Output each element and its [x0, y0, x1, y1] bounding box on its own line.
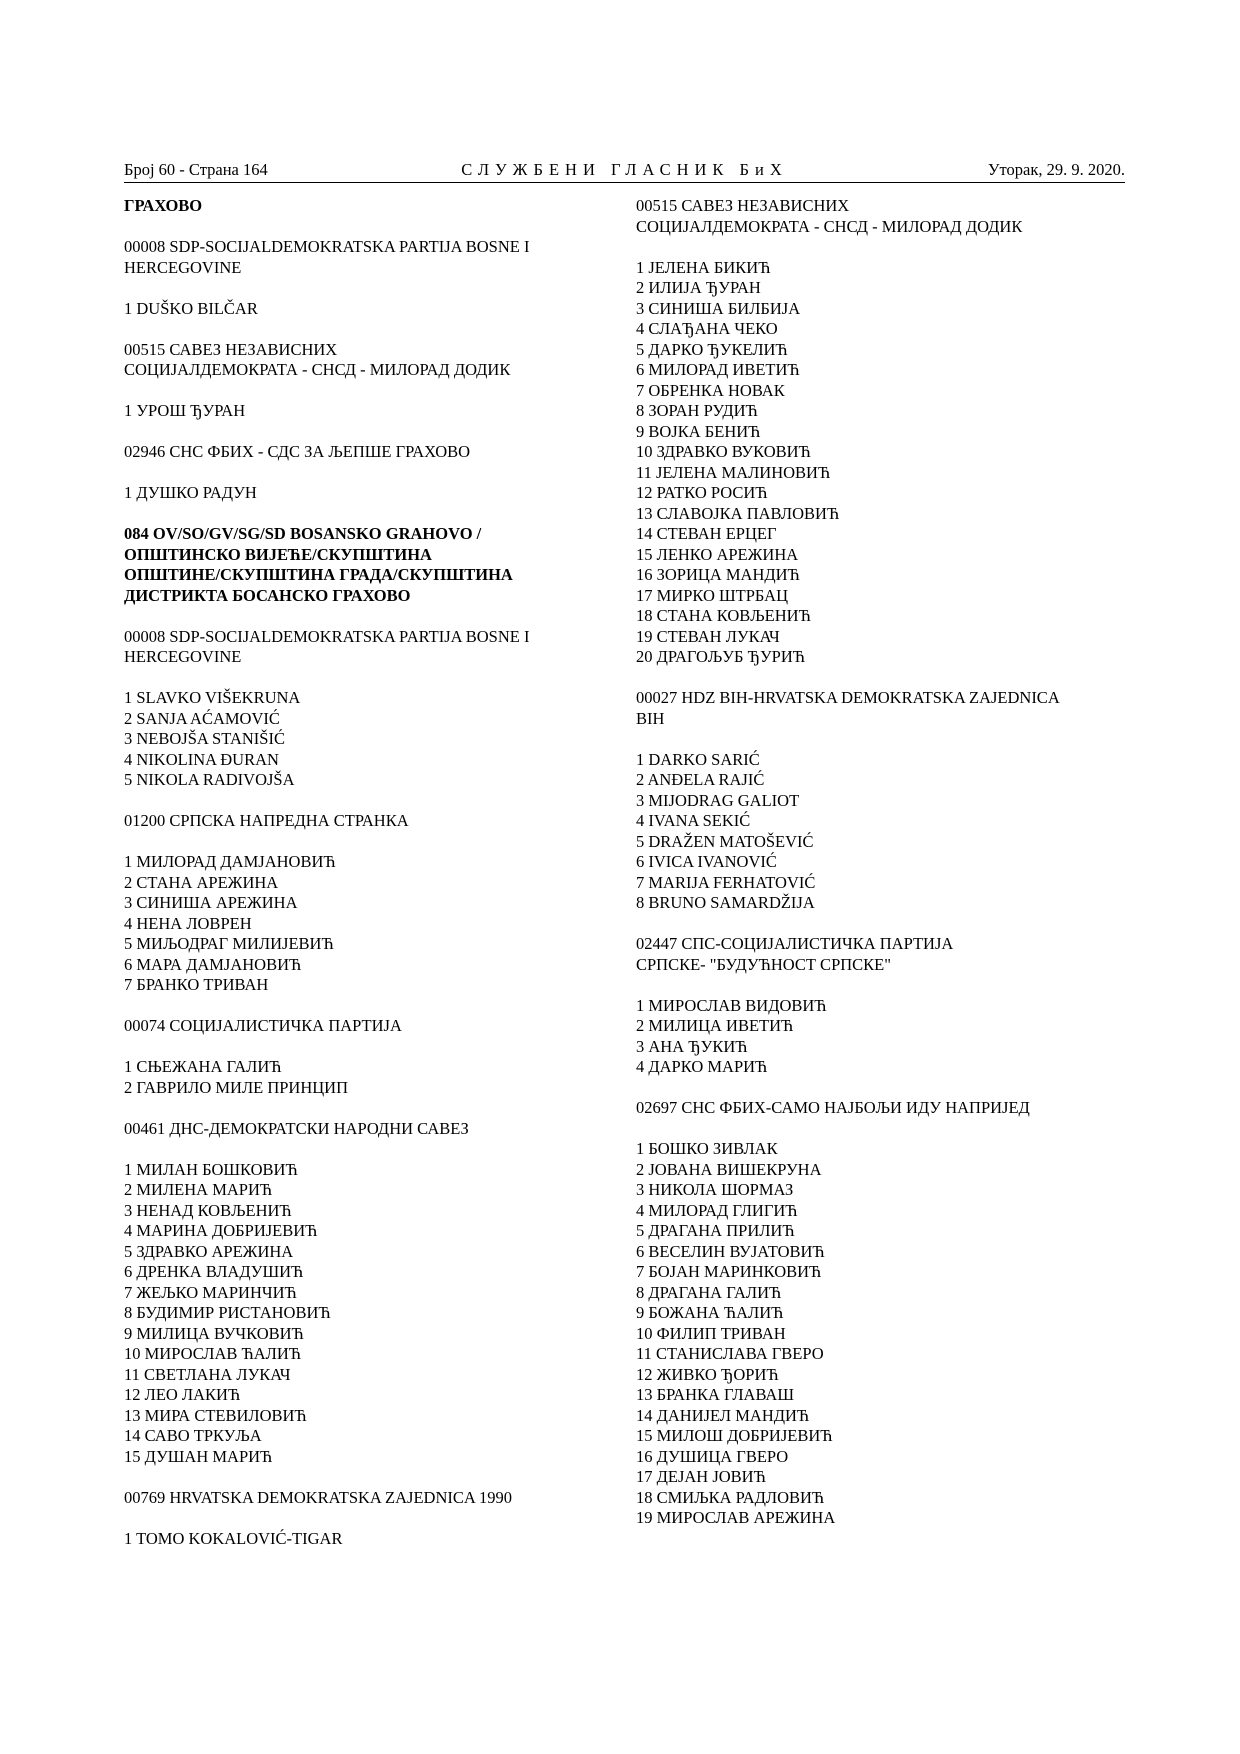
- blank-line: [124, 996, 584, 1017]
- list-line: 19 МИРОСЛАВ АРЕЖИНА: [636, 1508, 836, 1527]
- list-line: 1 УРОШ ЂУРАН: [124, 401, 246, 420]
- list-line: 8 BRUNO SAMARDŽIJA: [636, 893, 815, 912]
- blank-line: [636, 729, 1096, 750]
- blank-line: [124, 1098, 584, 1119]
- list-line: 13 СЛАВОЈКА ПАВЛОВИЋ: [636, 503, 840, 523]
- list-line: 6 IVICA IVANOVIĆ: [636, 852, 777, 871]
- list-line: 11 СТАНИСЛАВА ГВЕРО: [636, 1344, 824, 1363]
- list-line: 13 МИРА СТЕВИЛОВИЋ: [124, 1405, 307, 1425]
- list-line: 00074 СОЦИЈАЛИСТИЧКА ПАРТИЈА: [124, 1016, 402, 1035]
- section-heading: ДИСТРИКТА БОСАНСКО ГРАХОВО: [124, 585, 411, 605]
- list-line: СОЦИЈАЛДЕМОКРАТА - СНСД - МИЛОРАД ДОДИК: [124, 360, 511, 379]
- blank-line: [636, 914, 1096, 935]
- list-line: 10 ЗДРАВКО ВУКОВИЋ: [636, 442, 811, 461]
- list-line: СОЦИЈАЛДЕМОКРАТА - СНСД - МИЛОРАД ДОДИК: [636, 216, 1023, 236]
- list-line: 5 ДРАГАНА ПРИЛИЋ: [636, 1221, 795, 1240]
- list-line: 00461 ДНС-ДЕМОКРАТСКИ НАРОДНИ САВЕЗ: [124, 1118, 469, 1138]
- blank-line: [124, 1037, 584, 1058]
- list-line: 4 НЕНА ЛОВРЕН: [124, 913, 252, 933]
- list-line: 1 СЊЕЖАНА ГАЛИЋ: [124, 1057, 282, 1076]
- blank-line: [124, 422, 584, 443]
- list-line: 18 СМИЉКА РАДЛОВИЋ: [636, 1487, 825, 1507]
- blank-line: [636, 668, 1096, 689]
- blank-line: [124, 463, 584, 484]
- blank-line: [124, 278, 584, 299]
- list-line: 4 МАРИНА ДОБРИЈЕВИЋ: [124, 1221, 318, 1240]
- list-line: 15 ДУШАН МАРИЋ: [124, 1446, 273, 1466]
- list-line: 12 РАТКО РОСИЋ: [636, 483, 768, 502]
- section-heading: ГРАХОВО: [124, 196, 203, 215]
- list-line: 2 ГАВРИЛО МИЛЕ ПРИНЦИП: [124, 1077, 349, 1097]
- list-line: 11 СВЕТЛАНА ЛУКАЧ: [124, 1364, 291, 1384]
- list-line: 14 САВО ТРКУЉА: [124, 1426, 262, 1445]
- list-line: 19 СТЕВАН ЛУКАЧ: [636, 626, 780, 646]
- list-line: 3 СИНИША АРЕЖИНА: [124, 893, 298, 912]
- list-line: 2 МИЛЕНА МАРИЋ: [124, 1180, 273, 1199]
- blank-line: [124, 606, 584, 627]
- list-line: 12 ЖИВКО ЂОРИЋ: [636, 1364, 779, 1384]
- list-line: 3 MIJODRAG GALIOT: [636, 790, 800, 810]
- blank-line: [124, 668, 584, 689]
- header-divider: [124, 182, 1125, 183]
- blank-line: [636, 237, 1096, 258]
- list-line: 02447 СПС-СОЦИЈАЛИСТИЧКА ПАРТИЈА: [636, 934, 954, 953]
- list-line: 3 НИКОЛА ШОРМАЗ: [636, 1180, 794, 1199]
- list-line: 6 ДРЕНКА ВЛАДУШИЋ: [124, 1262, 304, 1281]
- list-line: 1 МИРОСЛАВ ВИДОВИЋ: [636, 995, 827, 1015]
- list-line: 17 ДЕЈАН ЈОВИЋ: [636, 1467, 766, 1486]
- list-line: 16 ЗОРИЦА МАНДИЋ: [636, 565, 800, 584]
- issue-date: Уторак, 29. 9. 2020.: [987, 160, 1125, 179]
- list-line: 02697 СНС ФБИХ-САМО НАЈБОЉИ ИДУ НАПРИЈЕД: [636, 1098, 1030, 1117]
- blank-line: [124, 217, 584, 238]
- list-line: 10 МИРОСЛАВ ЋАЛИЋ: [124, 1344, 302, 1363]
- list-line: 1 DUŠKO BILČAR: [124, 298, 258, 318]
- list-line: 4 МИЛОРАД ГЛИГИЋ: [636, 1200, 798, 1220]
- list-line: 00515 САВЕЗ НЕЗАВИСНИХ: [124, 339, 338, 359]
- list-line: BIH: [636, 708, 665, 728]
- list-line: 7 БОЈАН МАРИНКОВИЋ: [636, 1262, 822, 1281]
- list-line: 2 SANJA AĆAMOVIĆ: [124, 708, 280, 728]
- list-line: 1 SLAVKO VIŠEKRUNA: [124, 688, 301, 707]
- list-line: 2 СТАНА АРЕЖИНА: [124, 872, 279, 892]
- blank-line: [636, 1119, 1096, 1140]
- list-line: 00008 SDP-SOCIJALDEMOKRATSKA PARTIJA BOSNE I: [124, 626, 530, 646]
- list-line: 20 ДРАГОЉУБ ЂУРИЋ: [636, 647, 805, 666]
- list-line: 7 ЖЕЉКО МАРИНЧИЋ: [124, 1282, 297, 1302]
- list-line: 9 МИЛИЦА ВУЧКОВИЋ: [124, 1323, 304, 1343]
- list-line: СРПСКЕ- "БУДУЋНОСТ СРПСКЕ": [636, 954, 891, 974]
- section-heading: ОПШТИНСКО ВИЈЕЋЕ/СКУПШТИНА: [124, 544, 432, 564]
- list-line: 9 БОЖАНА ЋАЛИЋ: [636, 1303, 784, 1322]
- page-header: [124, 160, 1125, 182]
- blank-line: [124, 832, 584, 853]
- list-line: 6 МИЛОРАД ИВЕТИЋ: [636, 360, 800, 379]
- list-line: 5 NIKOLA RADIVOJŠA: [124, 770, 295, 789]
- list-line: 7 MARIJA FERHATOVIĆ: [636, 872, 816, 892]
- blank-line: [124, 1467, 584, 1488]
- list-line: 1 БОШКО ЗИВЛАК: [636, 1139, 778, 1158]
- blank-line: [124, 791, 584, 812]
- right-column: [636, 196, 1096, 1529]
- list-line: 5 DRAŽEN MATOŠEVIĆ: [636, 831, 814, 851]
- issue-page-number: Број 60 - Страна 164: [124, 160, 268, 179]
- section-heading: 084 OV/SO/GV/SG/SD BOSANSKO GRAHOVO /: [124, 524, 482, 543]
- list-line: 8 ЗОРАН РУДИЋ: [636, 401, 758, 420]
- list-line: 3 NEBOJŠA STANIŠIĆ: [124, 729, 285, 748]
- list-line: 5 ДАРКО ЂУКЕЛИЋ: [636, 339, 788, 359]
- list-line: 5 МИЉОДРАГ МИЛИЈЕВИЋ: [124, 934, 334, 953]
- blank-line: [124, 1508, 584, 1529]
- list-line: 7 ОБРЕНКА НОВАК: [636, 380, 785, 400]
- list-line: 6 ВЕСЕЛИН ВУЈАТОВИЋ: [636, 1241, 825, 1261]
- blank-line: [636, 1078, 1096, 1099]
- list-line: 1 МИЛАН БОШКОВИЋ: [124, 1159, 298, 1179]
- list-line: 3 АНА ЂУКИЋ: [636, 1036, 748, 1056]
- list-line: 6 МАРА ДАМЈАНОВИЋ: [124, 954, 302, 974]
- list-line: 18 СТАНА КОВЉЕНИЋ: [636, 606, 811, 625]
- gazette-title: СЛУЖБЕНИ ГЛАСНИК БиХ: [461, 160, 788, 179]
- list-line: 01200 СРПСКА НАПРЕДНА СТРАНКА: [124, 811, 409, 830]
- list-line: 4 IVANA SEKIĆ: [636, 811, 751, 830]
- list-line: 17 МИРКО ШТРБАЦ: [636, 585, 789, 605]
- blank-line: [124, 1139, 584, 1160]
- list-line: 15 МИЛОШ ДОБРИЈЕВИЋ: [636, 1426, 833, 1445]
- list-line: HERCEGOVINE: [124, 647, 242, 666]
- list-line: 5 ЗДРАВКО АРЕЖИНА: [124, 1241, 294, 1261]
- list-line: 1 DARKO SARIĆ: [636, 749, 760, 769]
- list-line: 16 ДУШИЦА ГВЕРО: [636, 1446, 789, 1466]
- list-line: 4 NIKOLINA ĐURAN: [124, 749, 279, 769]
- blank-line: [124, 504, 584, 525]
- list-line: HERCEGOVINE: [124, 257, 242, 277]
- list-line: 12 ЛЕО ЛАКИЋ: [124, 1385, 241, 1404]
- list-line: 15 ЛЕНКО АРЕЖИНА: [636, 544, 799, 564]
- list-line: 00515 САВЕЗ НЕЗАВИСНИХ: [636, 196, 850, 215]
- list-line: 2 МИЛИЦА ИВЕТИЋ: [636, 1016, 794, 1035]
- list-line: 14 СТЕВАН ЕРЦЕГ: [636, 524, 777, 543]
- left-column: [124, 196, 584, 1549]
- list-line: 4 СЛАЂАНА ЧЕКО: [636, 319, 778, 338]
- list-line: 4 ДАРКО МАРИЋ: [636, 1057, 768, 1076]
- section-heading: ОПШТИНЕ/СКУПШТИНА ГРАДА/СКУПШТИНА: [124, 565, 513, 584]
- list-line: 13 БРАНКА ГЛАВАШ: [636, 1385, 794, 1404]
- list-line: 1 МИЛОРАД ДАМЈАНОВИЋ: [124, 852, 336, 871]
- list-line: 1 TOMO KOKALOVIĆ-TIGAR: [124, 1528, 343, 1548]
- list-line: 2 ЈОВАНА ВИШЕКРУНА: [636, 1159, 822, 1179]
- list-line: 00027 HDZ BIH-HRVATSKA DEMOKRATSKA ZAJEDNICA: [636, 688, 1060, 707]
- blank-line: [636, 975, 1096, 996]
- list-line: 10 ФИЛИП ТРИВАН: [636, 1323, 786, 1343]
- list-line: 1 ЈЕЛЕНА БИКИЋ: [636, 257, 771, 277]
- list-line: 9 ВОЈКА БЕНИЋ: [636, 421, 761, 441]
- list-line: 14 ДАНИЈЕЛ МАНДИЋ: [636, 1405, 810, 1425]
- list-line: 3 СИНИША БИЛБИЈА: [636, 298, 801, 318]
- list-line: 11 ЈЕЛЕНА МАЛИНОВИЋ: [636, 462, 831, 482]
- blank-line: [124, 319, 584, 340]
- list-line: 00769 HRVATSKA DEMOKRATSKA ZAJEDNICA 1990: [124, 1487, 512, 1507]
- list-line: 2 ANĐELA RAJIĆ: [636, 770, 765, 789]
- list-line: 3 НЕНАД КОВЉЕНИЋ: [124, 1200, 292, 1220]
- list-line: 1 ДУШКО РАДУН: [124, 483, 257, 502]
- list-line: 8 БУДИМИР РИСТАНОВИЋ: [124, 1303, 331, 1322]
- list-line: 00008 SDP-SOCIJALDEMOKRATSKA PARTIJA BOSNE I: [124, 237, 530, 256]
- list-line: 8 ДРАГАНА ГАЛИЋ: [636, 1282, 782, 1302]
- list-line: 02946 СНС ФБИХ - СДС ЗА ЉЕПШЕ ГРАХОВО: [124, 442, 471, 461]
- blank-line: [124, 381, 584, 402]
- list-line: 2 ИЛИЈА ЂУРАН: [636, 278, 761, 297]
- list-line: 7 БРАНКО ТРИВАН: [124, 975, 269, 994]
